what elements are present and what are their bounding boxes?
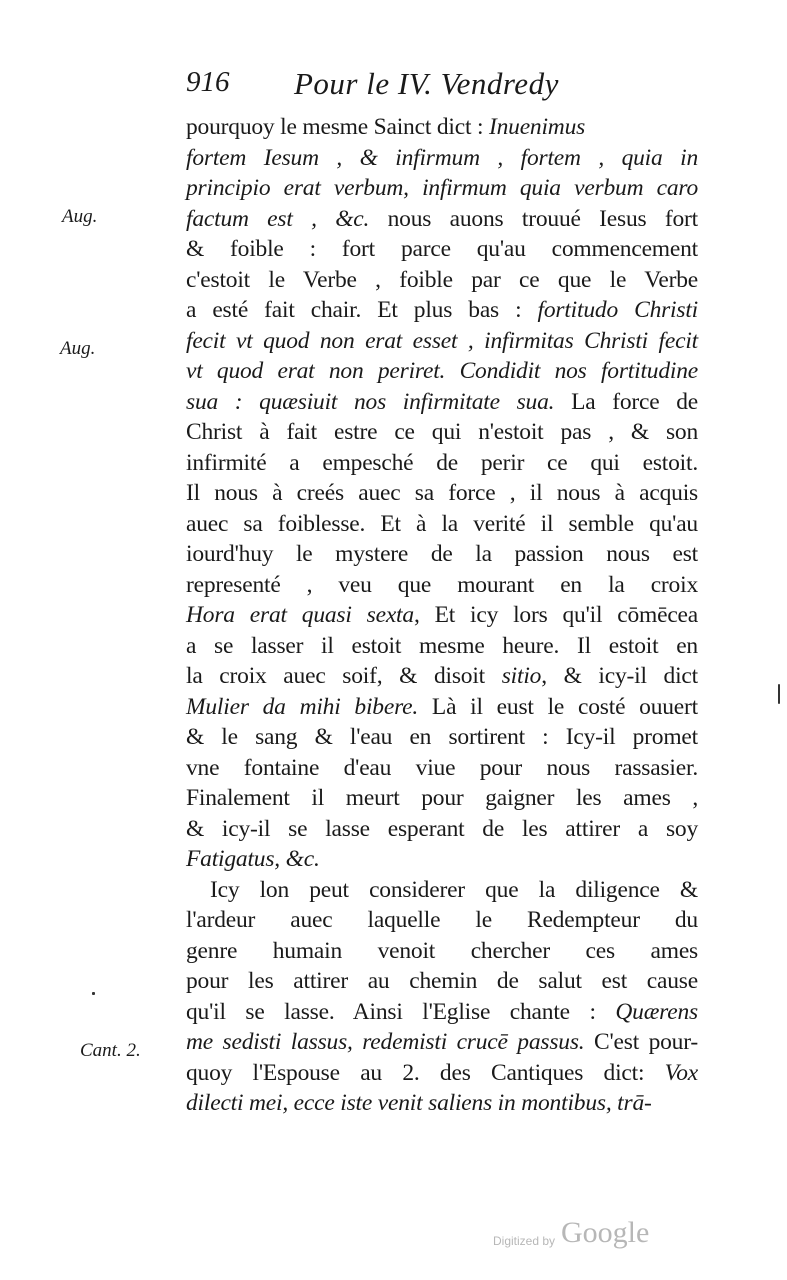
text-span: iourd'huy le mystere de la passion nous est — [186, 541, 698, 567]
text-span: & icy-il se lasse esperant de les attirer a soy — [186, 815, 698, 842]
scan-speck — [778, 684, 780, 704]
scan-speck — [92, 992, 95, 995]
text-span: infirmité a empesché de perir ce qui estoit. — [186, 449, 698, 476]
text-line — [186, 1088, 698, 1118]
latin-quote-span: vt quod erat non periret. Condidit nos fortitudine — [186, 358, 698, 384]
text-span: La force de — [554, 388, 699, 415]
latin-quote-span: principio erat verbum, infirmum quia verbum caro — [186, 175, 698, 201]
margin-note-aug-2: Aug. — [60, 338, 96, 359]
page-header — [186, 66, 656, 106]
text-span: qu'il se lasse. Ainsi l'Eglise chante : — [186, 998, 616, 1025]
latin-quote-span: dilecti mei, ecce iste venit saliens in montibus, trā- — [186, 1090, 652, 1116]
text-span: genre humain venoit chercher ces ames — [186, 937, 698, 964]
text-line — [186, 204, 698, 234]
text-span: a se lasser il estoit mesme heure. Il estoit en — [186, 632, 698, 659]
latin-quote-span: fortem Iesum , & infirmum , fortem , quia in — [186, 144, 698, 171]
latin-quote-span: Inuenimus — [488, 114, 586, 140]
latin-quote-span: Quærens — [615, 998, 698, 1025]
text-line — [186, 509, 698, 539]
text-line — [186, 326, 698, 356]
text-line — [186, 661, 698, 691]
text-line — [186, 692, 698, 722]
text-line — [186, 1058, 698, 1088]
google-logo: Google — [561, 1216, 650, 1249]
text-span: & le sang & l'eau en sortirent : Icy-il promet — [186, 724, 698, 750]
text-line — [186, 814, 698, 844]
text-line — [186, 539, 698, 569]
text-line — [186, 722, 698, 752]
latin-quote-span: sitio — [501, 663, 542, 689]
text-line — [186, 570, 698, 600]
text-line — [186, 600, 698, 630]
digitized-by-google-watermark — [493, 1216, 663, 1256]
text-line — [186, 112, 698, 142]
text-span: , & icy-il dict — [541, 663, 698, 689]
text-span: Icy lon peut considerer que la diligence & — [210, 876, 698, 903]
text-line — [186, 143, 698, 173]
text-span: l'ardeur auec laquelle le Redempteur du — [186, 907, 698, 933]
text-span: pour les attirer au chemin de salut est cause — [186, 968, 698, 994]
text-span: vne fontaine d'eau viue pour nous rassasier. — [186, 754, 698, 781]
text-line — [186, 966, 698, 996]
latin-quote-span: Hora erat quasi sexta — [186, 602, 414, 628]
running-title: Pour le IV. Vendredy — [294, 66, 559, 101]
text-span: quoy l'Espouse au 2. des Cantiques dict: — [186, 1059, 665, 1086]
latin-quote-span: factum est , &c. — [186, 205, 370, 232]
latin-quote-span: fortitudo Christi — [537, 297, 698, 323]
text-span: Finalement il meurt pour gaigner les ames , — [186, 785, 698, 811]
text-span: nous auons trouué Iesus fort — [369, 205, 699, 232]
text-line — [186, 936, 698, 966]
text-span: c'estoit le Verbe , foible par ce que le Verbe — [186, 266, 698, 293]
text-line — [186, 631, 698, 661]
text-span: Il nous à creés auec sa force , il nous à acquis — [186, 480, 698, 506]
text-line — [186, 783, 698, 813]
text-line — [186, 844, 698, 874]
text-line — [186, 1027, 698, 1057]
text-line — [186, 387, 698, 417]
text-span: C'est pour- — [584, 1029, 699, 1055]
text-line — [210, 875, 698, 905]
latin-quote-span: me sedisti lassus, redemisti crucē passus. — [186, 1029, 585, 1055]
margin-note-aug-1: Aug. — [62, 206, 98, 227]
watermark-digitized-text: Digitized by — [493, 1234, 556, 1248]
latin-quote-span: Vox — [664, 1059, 698, 1086]
text-span: a esté fait chair. Et plus bas : — [186, 297, 538, 323]
text-span: & foible : fort parce qu'au commencement — [186, 236, 698, 262]
text-span: Christ à fait estre ce qui n'estoit pas , & son — [186, 419, 698, 445]
text-line — [186, 173, 698, 203]
text-span: auec sa foiblesse. Et à la verité il semble qu'au — [186, 510, 698, 537]
text-line — [186, 356, 698, 386]
text-line — [186, 478, 698, 508]
text-span: la croix auec soif, & disoit — [186, 663, 502, 689]
text-line — [186, 295, 698, 325]
text-span: pourquoy le mesme Sainct dict : — [186, 114, 489, 140]
text-line — [186, 417, 698, 447]
latin-quote-span: Mulier da mihi bibere. — [186, 693, 419, 720]
text-line — [186, 448, 698, 478]
latin-quote-span: sua : quæsiuit nos infirmitate sua. — [186, 388, 555, 415]
margin-note-cant-2: Cant. 2. — [80, 1040, 141, 1061]
latin-quote-span: fecit vt quod non erat esset , infirmitas Christi fecit — [186, 327, 698, 354]
text-line — [186, 234, 698, 264]
text-span: Là il eust le costé ouuert — [418, 693, 698, 720]
page-number: 916 — [186, 66, 230, 98]
latin-quote-span: Fatigatus, &c. — [186, 846, 320, 872]
text-line — [186, 905, 698, 935]
text-line — [186, 265, 698, 295]
text-span: , Et icy lors qu'il cōmēcea — [413, 602, 699, 628]
text-line — [186, 997, 698, 1027]
text-span: representé , veu que mourant en la croix — [186, 571, 698, 598]
text-line — [186, 753, 698, 783]
